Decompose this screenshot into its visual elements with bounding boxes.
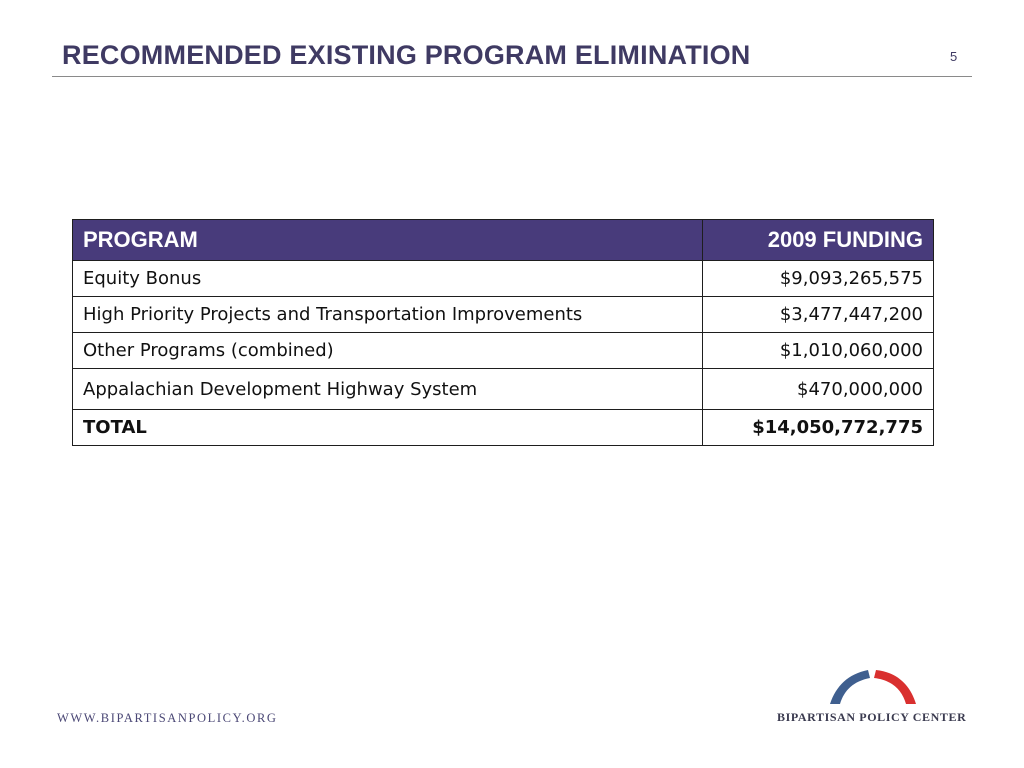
title-divider	[52, 76, 972, 77]
bipartisan-arch-logo-icon	[826, 668, 918, 706]
funding-table	[72, 219, 934, 446]
program-cell: Appalachian Development Highway System	[73, 369, 703, 410]
funding-cell: $1,010,060,000	[703, 333, 934, 369]
program-cell: High Priority Projects and Transportation Improvements	[73, 297, 703, 333]
program-cell: Other Programs (combined)	[73, 333, 703, 369]
column-header-funding: 2009 FUNDING	[703, 220, 934, 261]
logo-text: BIPARTISAN POLICY CENTER	[777, 710, 967, 724]
program-cell: Equity Bonus	[73, 261, 703, 297]
funding-cell: $470,000,000	[703, 369, 934, 410]
funding-cell: $3,477,447,200	[703, 297, 934, 333]
table-header-row	[73, 220, 934, 261]
table-row	[73, 333, 934, 369]
table-row	[73, 261, 934, 297]
table-row	[73, 369, 934, 410]
total-row	[73, 410, 934, 446]
footer-url: WWW.BIPARTISANPOLICY.ORG	[57, 711, 278, 725]
funding-cell: $9,093,265,575	[703, 261, 934, 297]
total-funding: $14,050,772,775	[703, 410, 934, 446]
slide-title: RECOMMENDED EXISTING PROGRAM ELIMINATION	[62, 40, 751, 70]
page-number: 5	[950, 49, 958, 64]
total-label: TOTAL	[73, 410, 703, 446]
column-header-program: PROGRAM	[73, 220, 703, 261]
table-row	[73, 297, 934, 333]
